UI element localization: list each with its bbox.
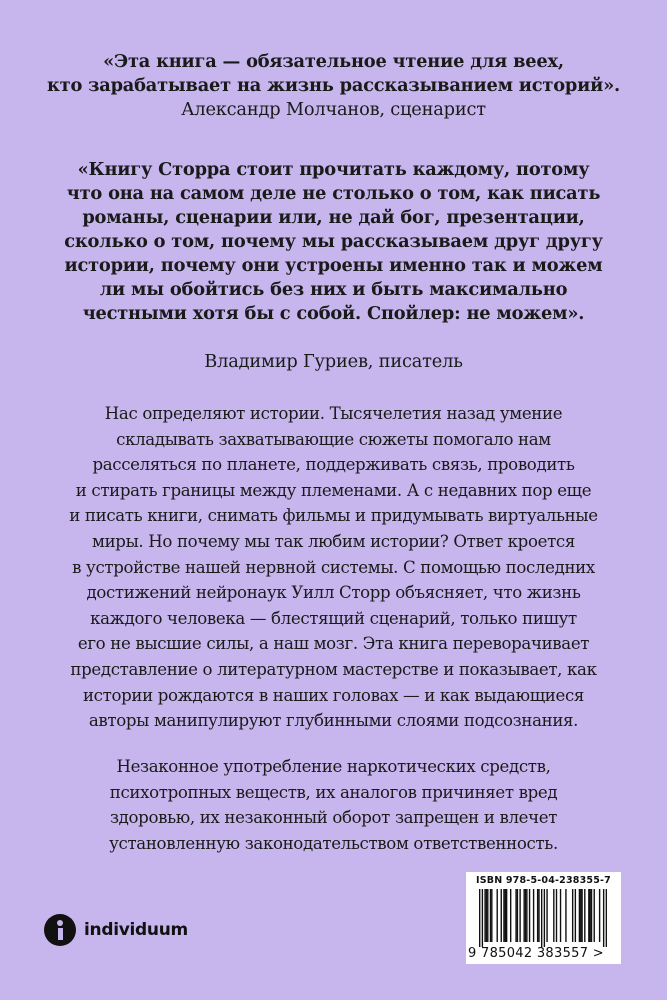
barcode-bar <box>487 889 488 942</box>
description-line: и стирать границы между племенами. А с недавних пор еще <box>75 480 592 500</box>
barcode-bar <box>553 889 554 942</box>
barcode-bar <box>519 889 520 942</box>
barcode-bar <box>556 889 557 942</box>
quote-1-author <box>0 98 667 122</box>
legal-warning <box>0 754 667 856</box>
barcode-bar <box>491 889 492 942</box>
warning-line: Незаконное употребление наркотических средств, <box>116 757 551 776</box>
barcode-bar <box>484 889 485 942</box>
barcode-bar <box>575 889 576 942</box>
barcode-bar <box>533 889 534 942</box>
description-line: истории рождаются в наших головах — и как выдающиеся <box>82 685 585 705</box>
barcode-bar <box>523 889 524 942</box>
barcode-bar <box>541 889 542 947</box>
barcode-bar <box>501 889 502 942</box>
isbn-label: ISBN 978-5-04-238355-7 <box>476 875 611 886</box>
description-line: достижений нейронаук Уилл Сторр объясняет, что жизнь <box>86 583 581 603</box>
quote-2 <box>0 158 667 326</box>
barcode-bar <box>529 889 530 942</box>
quote-2-line: что она на самом деле не столько о том, как писать <box>66 183 601 204</box>
publisher-name: individuum <box>84 920 188 940</box>
barcode-bar <box>606 889 607 947</box>
barcode-bar <box>525 889 526 942</box>
quote-1-line: «Эта книга — обязательное чтение для веех, <box>103 51 564 72</box>
quote-2-line: «Книгу Сторра стоит прочитать каждому, потому <box>77 159 590 180</box>
barcode-bar <box>526 889 527 942</box>
barcode-bar <box>506 889 507 942</box>
barcode-bar <box>490 889 491 942</box>
barcode-icon <box>479 889 607 947</box>
publisher-logo <box>44 914 188 946</box>
quote-2-author-text: Владимир Гуриев, писатель <box>204 351 463 372</box>
warning-line: психотропных веществ, их аналогов причиняет вред <box>109 782 558 802</box>
quote-2-line: истории, почему они устроены именно так и можем <box>64 255 603 276</box>
description-line: Нас определяют истории. Тысячелетия назад умение <box>104 404 563 423</box>
quote-2-line: ли мы обойтись без них и быть максимально <box>99 279 568 300</box>
description-line: расселяться по планете, поддерживать связь, проводить <box>92 455 575 475</box>
quote-2-line: честными хотя бы с собой. Спойлер: не можем». <box>82 303 585 324</box>
barcode-bar <box>581 889 582 942</box>
barcode-bar <box>565 889 566 942</box>
barcode-bar <box>603 889 604 947</box>
barcode-bar <box>515 889 516 942</box>
barcode-bar <box>589 889 590 942</box>
barcode-bar <box>560 889 561 942</box>
barcode-bar <box>572 889 573 942</box>
barcode-bar <box>599 889 600 942</box>
barcode-bar <box>510 889 511 942</box>
book-description <box>0 401 667 734</box>
description-line: авторы манипулируют глубинными слоями подсознания. <box>88 711 579 731</box>
barcode-bar <box>517 889 518 942</box>
barcode-bar <box>486 889 487 942</box>
barcode-bar <box>584 889 585 942</box>
barcode-digits: 9 785042 383557 > <box>468 946 604 961</box>
description-line: каждого человека — блестящий сценарий, только пишут <box>90 608 577 628</box>
quote-1 <box>0 50 667 98</box>
barcode-bar <box>505 889 506 942</box>
description-line: в устройстве нашей нервной системы. С помощью последних <box>72 557 595 577</box>
barcode-bar <box>591 889 592 942</box>
barcode-bar <box>538 889 539 942</box>
info-i-circle-icon <box>44 914 76 946</box>
warning-line: здоровью, их незаконный оборот запрещен и влечет <box>109 808 558 828</box>
description-line: складывать захватывающие сюжеты помогало нам <box>116 429 551 449</box>
barcode-bar <box>503 889 504 942</box>
warning-line: установленную законодательством ответственность. <box>109 833 558 853</box>
description-line: представление о литературном мастерстве и показывает, как <box>70 659 597 679</box>
barcode-bar <box>537 889 538 942</box>
barcode-bar <box>546 889 547 942</box>
barcode-bar <box>579 889 580 942</box>
quote-1-author-text: Александр Молчанов, сценарист <box>181 99 486 120</box>
barcode-bar <box>580 889 581 942</box>
quote-2-line: сколько о том, почему мы рассказываем друг другу <box>64 231 603 252</box>
quote-2-author <box>0 350 667 374</box>
description-line: миры. Но почему мы так любим истории? Ответ кроется <box>92 531 575 551</box>
barcode-bar <box>479 889 480 947</box>
quote-2-line: романы, сценарии или, не дай бог, презентации, <box>82 207 585 228</box>
description-line: его не высшие силы, а наш мозг. Эта книга переворачивает <box>77 634 590 654</box>
quote-1-line: кто зарабатывает на жизнь рассказыванием историй». <box>46 75 621 96</box>
description-line: и писать книги, снимать фильмы и придумывать виртуальные <box>69 506 598 526</box>
barcode-bar <box>497 889 498 942</box>
isbn-barcode-box <box>466 872 621 964</box>
barcode-bar <box>588 889 589 942</box>
barcode-bar <box>482 889 483 947</box>
barcode-bar <box>544 889 545 947</box>
barcode-bar <box>594 889 595 942</box>
